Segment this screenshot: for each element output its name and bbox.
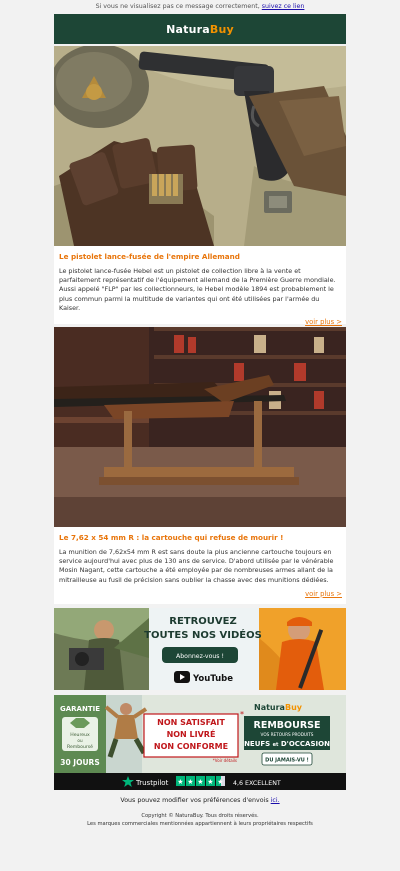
video-banner-line1: RETROUVEZ [169, 616, 237, 627]
article-1-image[interactable] [54, 46, 346, 246]
rembourse-new-used: NEUFS et D'OCCASION [244, 740, 330, 748]
asterisk-icon: * [240, 710, 244, 719]
preheader-text: Si vous ne visualisez pas ce message correctement, [95, 3, 260, 10]
naturabuy-logo[interactable] [166, 23, 234, 36]
article-2-title[interactable]: Le 7,62 x 54 mm R : la cartouche qui refuse de mourir ! [59, 533, 284, 542]
rembourse-title: REMBOURSE [253, 720, 321, 731]
article-1-body: Le pistolet lance-fusée Hebel est un pistolet de collection libre à la vente et parfaitement représentatif de l'équipement allemand de la Première Guerre mondiale. Aussi appelé "FLP" par les collectionneurs, le Hebel modèle 1894 est probablement le plus commun parmi la multitude de variantes qui ont été utilisées par l'armée du Kaiser. [59, 267, 336, 312]
badge-line-2: ou [77, 738, 83, 743]
article-card-1 [54, 46, 346, 327]
article-1-title[interactable]: Le pistolet lance-fusée de l'empire Allemand [59, 252, 240, 261]
logo-part-buy: Buy [209, 22, 234, 36]
svg-text:★: ★ [207, 778, 214, 786]
preheader-link[interactable]: suivez ce lien [261, 3, 305, 10]
email-header [54, 14, 346, 44]
article-2-image[interactable] [54, 327, 346, 527]
rembourse-brand-logo: NaturaBuy [254, 703, 302, 712]
copyright-text: Copyright © NaturaBuy. Tous droits réservés. [141, 813, 259, 819]
rating-stars-icon [176, 776, 225, 786]
guarantee-banner[interactable] [54, 695, 346, 790]
video-banner-line2: TOUTES NOS VIDÉOS [144, 630, 262, 641]
preferences-text: Vous pouvez modifier vos préférences d'envois [120, 797, 269, 804]
youtube-label: YouTube [193, 674, 234, 684]
condition-not-compliant: NON CONFORME [153, 742, 229, 751]
rembourse-subtitle: VOS RETOURS PRODUITS [260, 732, 314, 737]
article-1-read-more[interactable]: voir plus > [305, 318, 342, 327]
svg-text:★: ★ [177, 778, 184, 786]
guarantee-days: 30 JOURS [60, 758, 100, 767]
preheader [0, 0, 400, 14]
condition-not-delivered: NON LIVRÉ [166, 730, 216, 739]
preferences-line [0, 797, 400, 804]
badge-line-1: Heureux [70, 733, 90, 738]
trustpilot-label[interactable]: Trustpilot [136, 779, 169, 787]
trademarks-text: Les marques commerciales mentionnées appartiennent à leurs propriétaires respectifs [87, 821, 313, 827]
preferences-link[interactable]: ici. [270, 797, 280, 804]
article-2-body: La munition de 7,62x54 mm R est sans doute la plus ancienne cartouche toujours en service aujourd'hui avec plus de 130 ans de service. D'abord utilisée par le vénérable Mosin Nagant, cette cartouche a été employée par de nombreuses armes allant de la mitrailleuse au fusil de précision sans oublier la chasse avec des munitions dédiées. [59, 548, 334, 584]
subscribe-button-label: Abonnez-vous ! [176, 653, 224, 660]
svg-text:★: ★ [217, 778, 224, 786]
youtube-banner[interactable] [54, 608, 346, 690]
never-seen-label: DU JAMAIS-VU ! [265, 757, 309, 764]
article-card-2 [54, 327, 346, 604]
youtube-logo-icon[interactable] [174, 671, 190, 683]
svg-text:★: ★ [187, 778, 194, 786]
trustpilot-rating: 4,6 EXCELLENT [233, 780, 281, 787]
article-2-read-more[interactable]: voir plus > [305, 589, 342, 598]
guarantee-title: GARANTIE [60, 705, 100, 713]
logo-part-natura: Natura [166, 22, 210, 36]
badge-line-3: Remboursé [66, 745, 94, 750]
condition-not-satisfied: NON SATISFAIT [157, 718, 225, 727]
see-details-note[interactable]: *Voir détails [212, 758, 237, 763]
svg-text:★: ★ [197, 778, 204, 786]
